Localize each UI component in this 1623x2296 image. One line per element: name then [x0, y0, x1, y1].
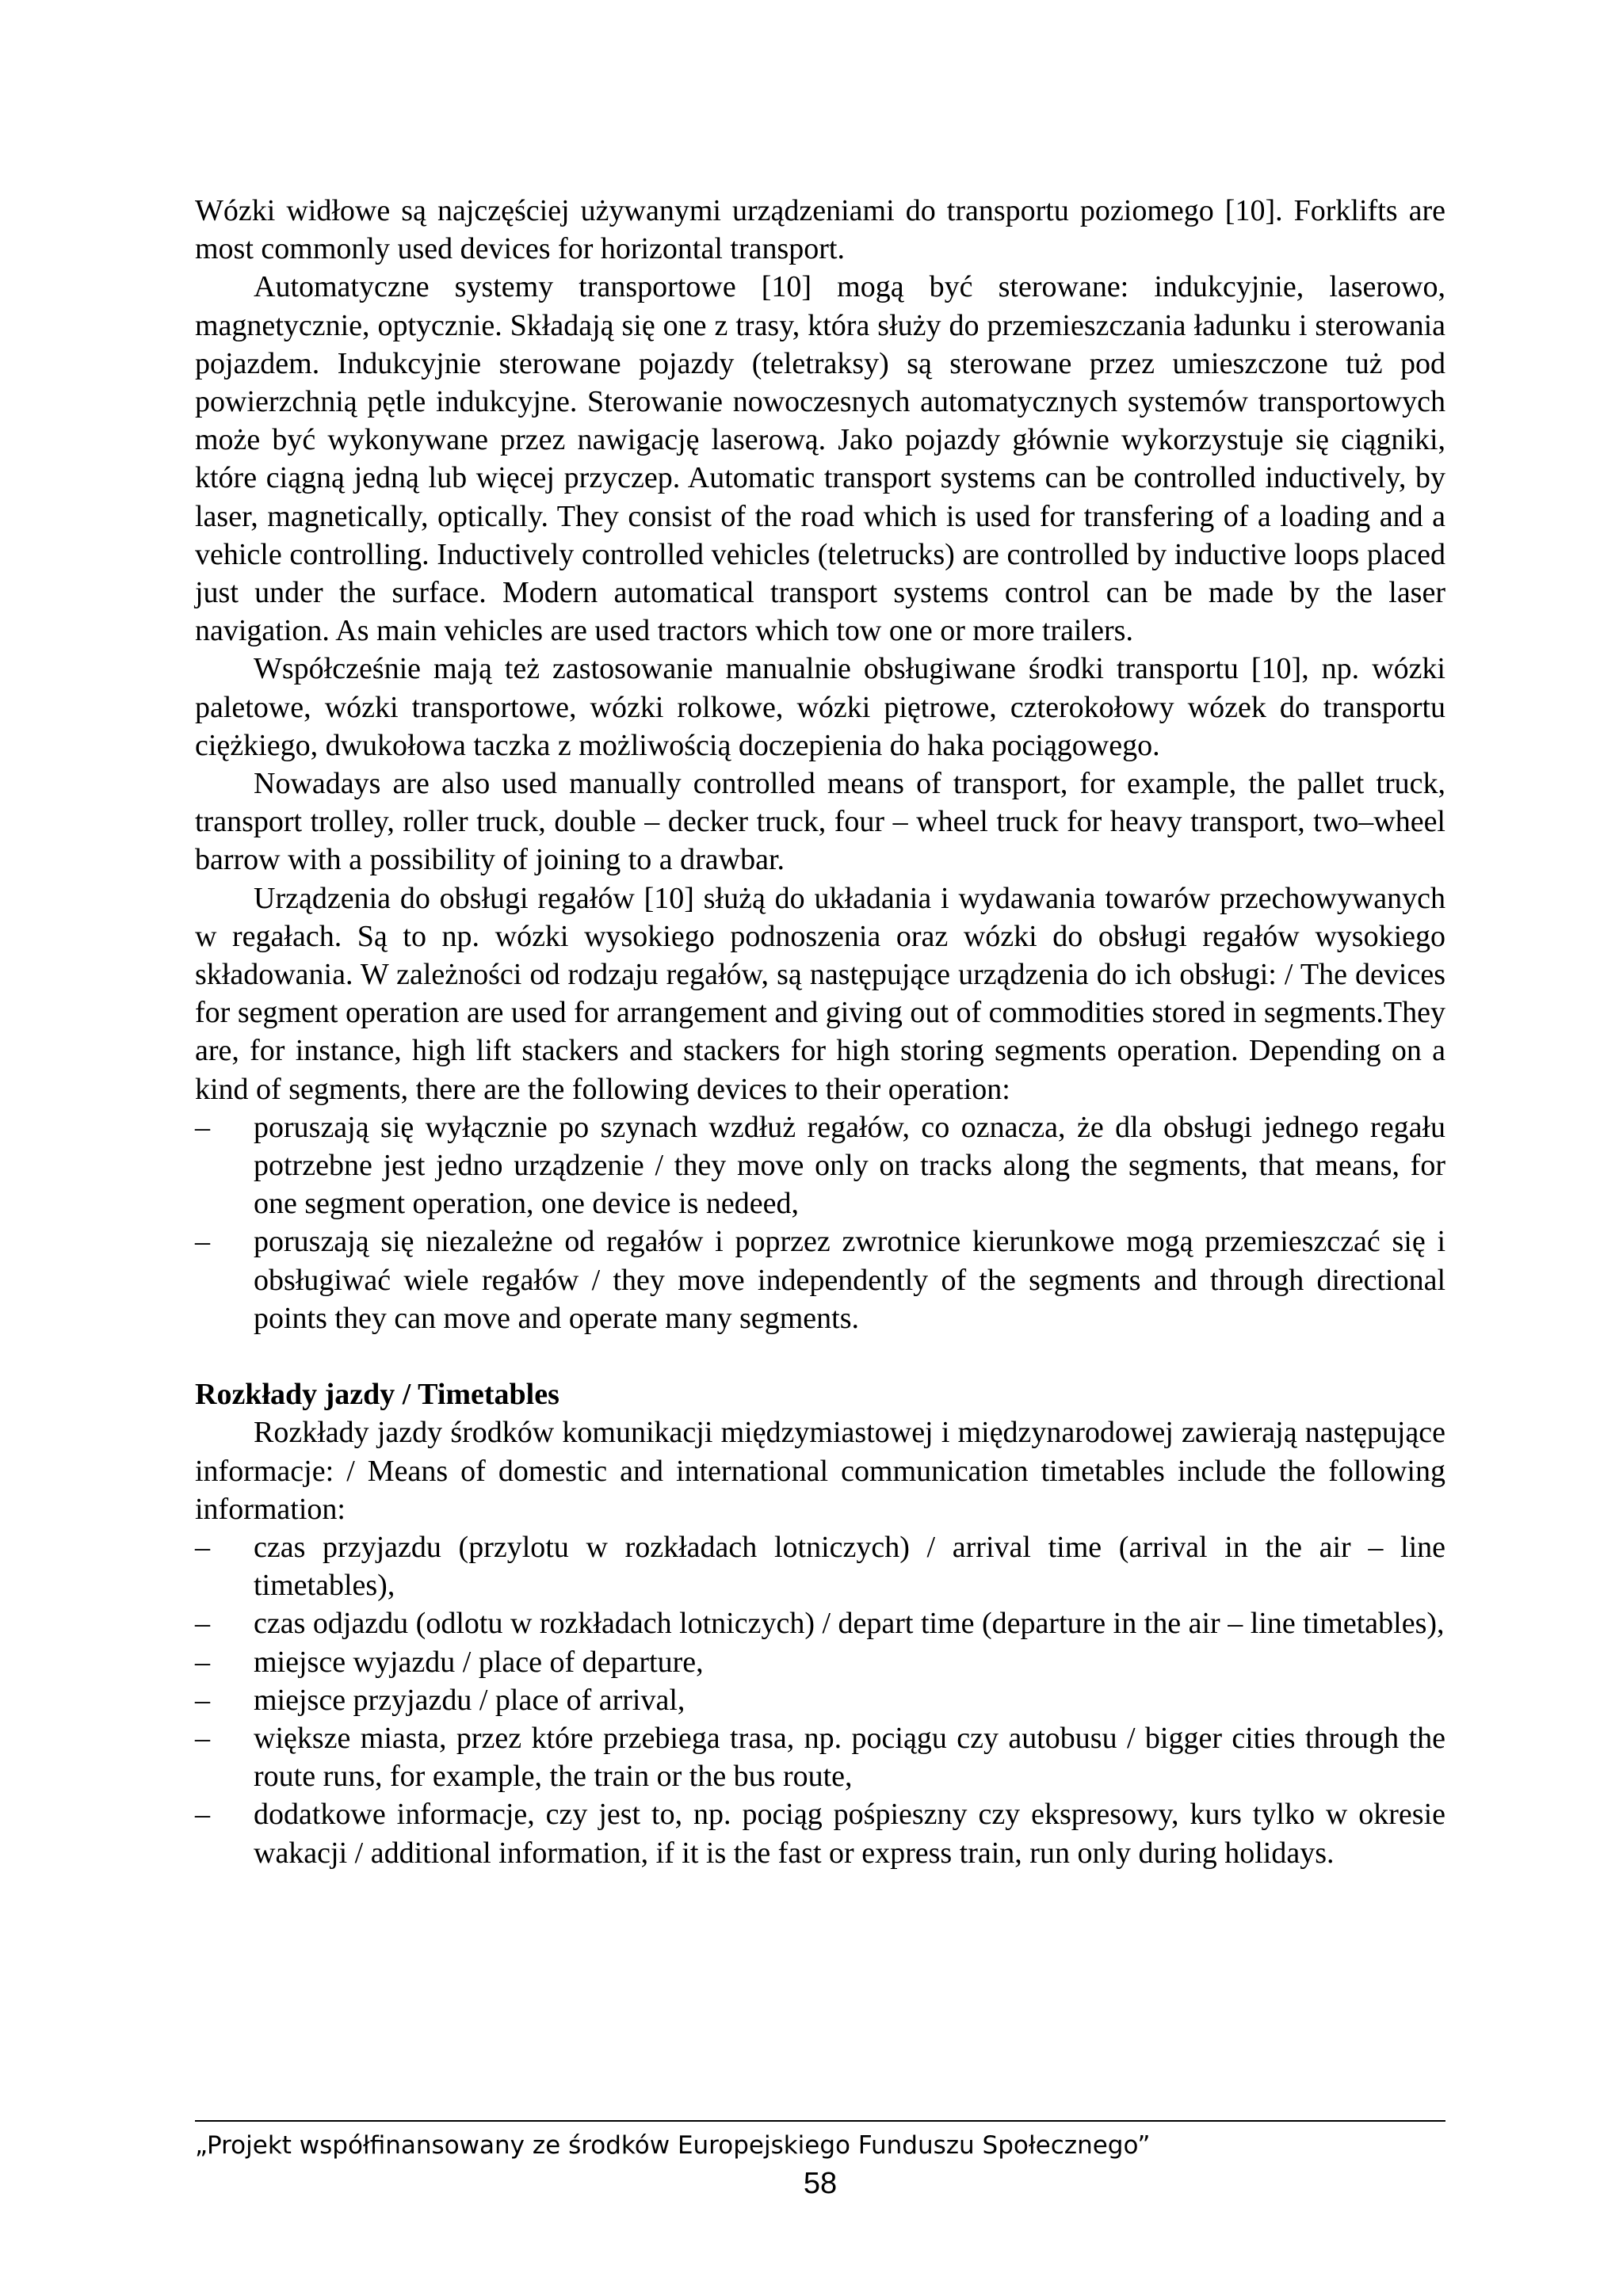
footer-project-note: „Projekt współfinansowany ze środków Europejskiego Funduszu Społecznego” [195, 2131, 1151, 2160]
paragraph-timetables-intro: Rozkłady jazdy środków komunikacji międzymiastowej i międzynarodowej zawierają następujące informacje: / Means of domestic and international communication timetables include the following information: [195, 1416, 1445, 1526]
list-item [195, 1795, 1445, 1871]
dash-bullet-icon: – [195, 1798, 210, 1832]
dash-bullet-icon: – [195, 1225, 210, 1259]
list-item [195, 1108, 1445, 1223]
list-item-text: poruszają się wyłącznie po szynach wzdłuż regałów, co oznacza, że dla obsługi jednego regału potrzebne jest jedno urządzenie / they move only on tracks along the segments, that means, for one segment operation, one device is nedeed, [254, 1110, 1445, 1221]
paragraph-manual-transport-pl: Współcześnie mają też zastosowanie manualnie obsługiwane środki transportu [10], np. wózki paletowe, wózki transportowe, wózki rolkowe, wózki piętrowe, czterokołowy wózek do transportu ciężkiego, dwukołowa taczka z możliwością doczepienia do haka pociągowego. [195, 652, 1445, 762]
dash-bullet-icon: – [195, 1110, 210, 1144]
document-body [195, 192, 1445, 1872]
paragraph-automatic-transport-systems: Automatyczne systemy transportowe [10] mogą być sterowane: indukcyjnie, laserowo, magnetycznie, optycznie. Składają się one z trasy, która służy do przemieszczania ładunku i sterowania pojazdem. Indukcyjnie sterowane pojazdy (teletraksy) są sterowane przez umieszczone tuż pod powierzchnią pętle indukcyjne. Sterowanie nowoczesnych automatycznych systemów transportowych może być wykonywane przez nawigację laserową. Jako pojazdy głównie wykorzystuje się ciągniki, które ciągną jedną lub więcej przyczep. Automatic transport systems can be controlled inductively, by laser, magnetically, optically. They consist of the road which is used for transfering of a loading and a vehicle controlling. Inductively controlled vehicles (teletrucks) are controlled by inductive loops placed just under the surface. Modern automatical transport systems control can be made by the laser navigation. As main vehicles are used tractors which tow one or more trailers. [195, 270, 1445, 648]
dash-bullet-icon: – [195, 1683, 210, 1717]
paragraph-segment-devices: Urządzenia do obsługi regałów [10] służą do układania i wydawania towarów przechowywanych w regałach. Są to np. wózki wysokiego podnoszenia oraz wózki do obsługi regałów wysokiego składowania. W zależności od rodzaju regałów, są następujące urządzenia do ich obsługi: / The devices for segment operation are used for arrangement and giving out of commodities stored in segments.They are, for instance, high lift stackers and stackers for high storing segments operation. Depending on a kind of segments, there are the following devices to their operation: [195, 881, 1445, 1106]
paragraph-forklifts: Wózki widłowe są najczęściej używanymi urządzeniami do transportu poziomego [10]. Forklifts are most commonly used devices for horizontal transport. [195, 194, 1445, 266]
timetables-list [195, 1528, 1445, 1872]
list-item-text: miejsce wyjazdu / place of departure, [254, 1645, 704, 1679]
list-item-text: większe miasta, przez które przebiega trasa, np. pociągu czy autobusu / bigger cities through the route runs, for example, the train or the bus route, [254, 1721, 1445, 1794]
paragraph-manual-transport-en: Nowadays are also used manually controlled means of transport, for example, the pallet truck, transport trolley, roller truck, double – decker truck, four – wheel truck for heavy transport, two–wheel barrow with a possibility of joining to a drawbar. [195, 767, 1445, 877]
list-item-text: dodatkowe informacje, czy jest to, np. pociąg pośpieszny czy ekspresowy, kurs tylko w okresie wakacji / additional information, if it is the fast or express train, run only during holidays. [254, 1798, 1445, 1870]
list-item-text: czas odjazdu (odlotu w rozkładach lotniczych) / depart time (departure in the air – line timetables), [254, 1607, 1445, 1641]
page-number: 58 [803, 2167, 838, 2200]
dash-bullet-icon: – [195, 1721, 210, 1755]
list-item [195, 1643, 1445, 1681]
dash-bullet-icon: – [195, 1645, 210, 1679]
list-item [195, 1681, 1445, 1719]
devices-list [195, 1108, 1445, 1337]
list-item-text: poruszają się niezależne od regałów i poprzez zwrotnice kierunkowe mogą przemieszczać się i obsługiwać wiele regałów / they move independently of the segments and through directional points they can move and operate many segments. [254, 1225, 1445, 1335]
section-heading-timetables: Rozkłady jazdy / Timetables [195, 1378, 559, 1412]
list-item [195, 1528, 1445, 1604]
list-item [195, 1604, 1445, 1642]
dash-bullet-icon: – [195, 1607, 210, 1641]
list-item-text: miejsce przyjazdu / place of arrival, [254, 1683, 685, 1717]
list-item [195, 1719, 1445, 1795]
list-item [195, 1222, 1445, 1337]
list-item-text: czas przyjazdu (przylotu w rozkładach lotniczych) / arrival time (arrival in the air – line timetables), [254, 1530, 1445, 1603]
dash-bullet-icon: – [195, 1530, 210, 1564]
footer-divider [195, 2120, 1445, 2122]
